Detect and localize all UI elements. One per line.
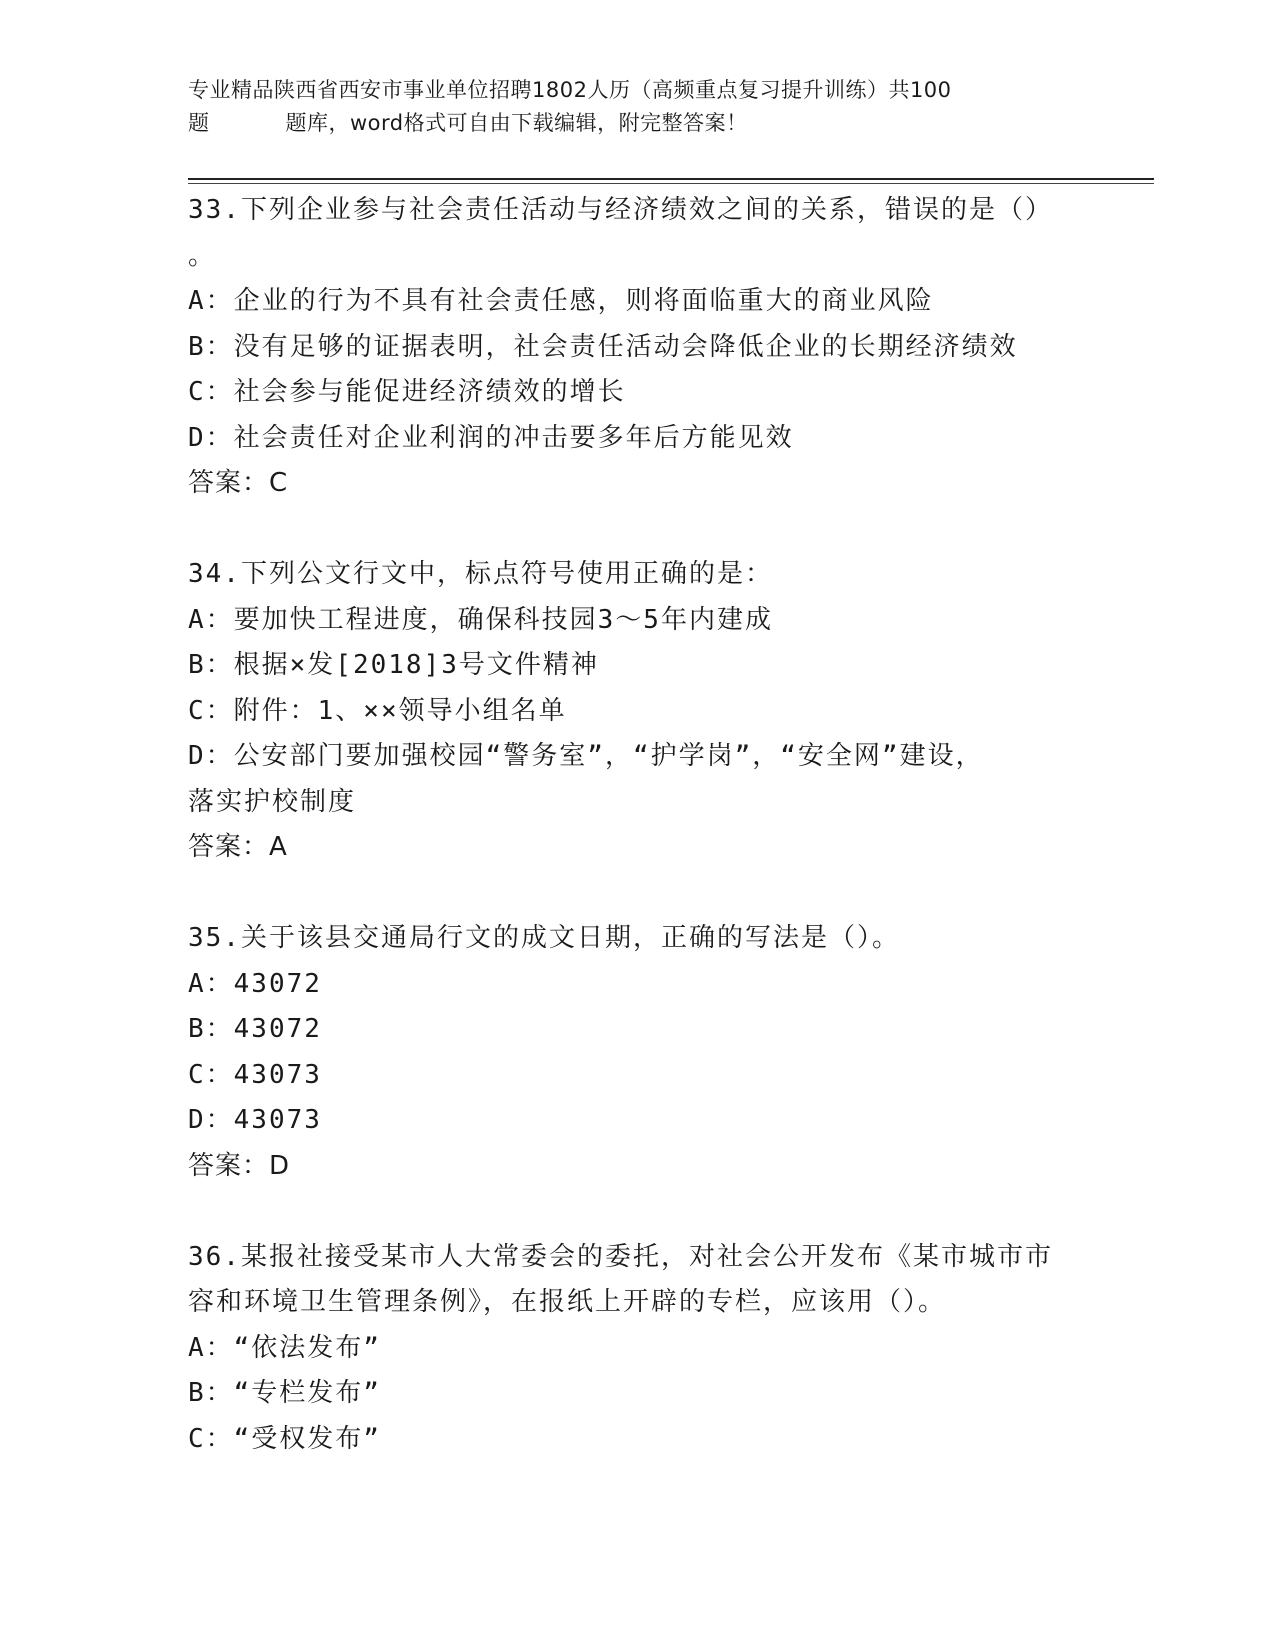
option-c: C：附件：1、××领导小组名单 bbox=[188, 695, 567, 726]
question-33 bbox=[188, 188, 1128, 507]
option-b: B：根据×发[2018]3号文件精神 bbox=[188, 650, 599, 680]
option-a: A：要加快工程进度，确保科技园3～5年内建成 bbox=[188, 604, 773, 635]
option-c: C：“受权发布” bbox=[188, 1423, 381, 1454]
question-stem: 33.下列企业参与社会责任活动与经济绩效之间的关系，错误的是（） bbox=[188, 195, 1053, 225]
question-list bbox=[188, 188, 1128, 1462]
header-gap bbox=[210, 107, 286, 140]
question-spacer bbox=[188, 1189, 1128, 1235]
question-stem: 35.关于该县交通局行文的成文日期，正确的写法是（）。 bbox=[188, 923, 900, 953]
option-d: D：43073 bbox=[188, 1105, 322, 1135]
question-stem: 36.某报社接受某市人大常委会的委托，对社会公开发布《某市城市市 bbox=[188, 1241, 1053, 1272]
page-header bbox=[188, 74, 1088, 140]
header-line-1: 专业精品陕西省西安市事业单位招聘1802人历（高频重点复习提升训练）共100 bbox=[188, 78, 952, 102]
header-line-2-start: 题 bbox=[188, 111, 210, 135]
answer-label: 答案：C bbox=[188, 468, 289, 498]
option-b: B：没有足够的证据表明，社会责任活动会降低企业的长期经济绩效 bbox=[188, 331, 1018, 362]
question-stem: 。 bbox=[188, 240, 217, 271]
header-line-2 bbox=[188, 107, 1088, 140]
header-divider-thin bbox=[188, 183, 1154, 184]
option-c: C：社会参与能促进经济绩效的增长 bbox=[188, 377, 626, 407]
option-d: D：社会责任对企业利润的冲击要多年后方能见效 bbox=[188, 422, 794, 453]
option-a: A：企业的行为不具有社会责任感，则将面临重大的商业风险 bbox=[188, 286, 934, 316]
option-c: C：43073 bbox=[188, 1059, 322, 1090]
option-b: B：“专栏发布” bbox=[188, 1378, 381, 1408]
question-34 bbox=[188, 552, 1128, 871]
question-spacer bbox=[188, 507, 1128, 553]
option-d-continued: 落实护校制度 bbox=[188, 786, 357, 817]
question-stem: 34.下列公文行文中，标点符号使用正确的是： bbox=[188, 559, 773, 589]
option-a: A：“依法发布” bbox=[188, 1332, 381, 1363]
option-d: D：公安部门要加强校园“警务室”，“护学岗”，“安全网”建设， bbox=[188, 741, 984, 771]
question-35 bbox=[188, 916, 1128, 1189]
header-line-2-rest: 题库，word格式可自由下载编辑，附完整答案！ bbox=[285, 111, 748, 135]
option-a: A：43072 bbox=[188, 968, 322, 999]
answer-label: 答案：D bbox=[188, 1150, 291, 1181]
question-stem: 容和环境卫生管理条例》，在报纸上开辟的专栏，应该用（）。 bbox=[188, 1287, 947, 1317]
question-36 bbox=[188, 1235, 1128, 1463]
header-divider-thick bbox=[188, 178, 1154, 180]
question-spacer bbox=[188, 871, 1128, 917]
option-b: B：43072 bbox=[188, 1014, 322, 1044]
answer-label: 答案：A bbox=[188, 832, 288, 862]
